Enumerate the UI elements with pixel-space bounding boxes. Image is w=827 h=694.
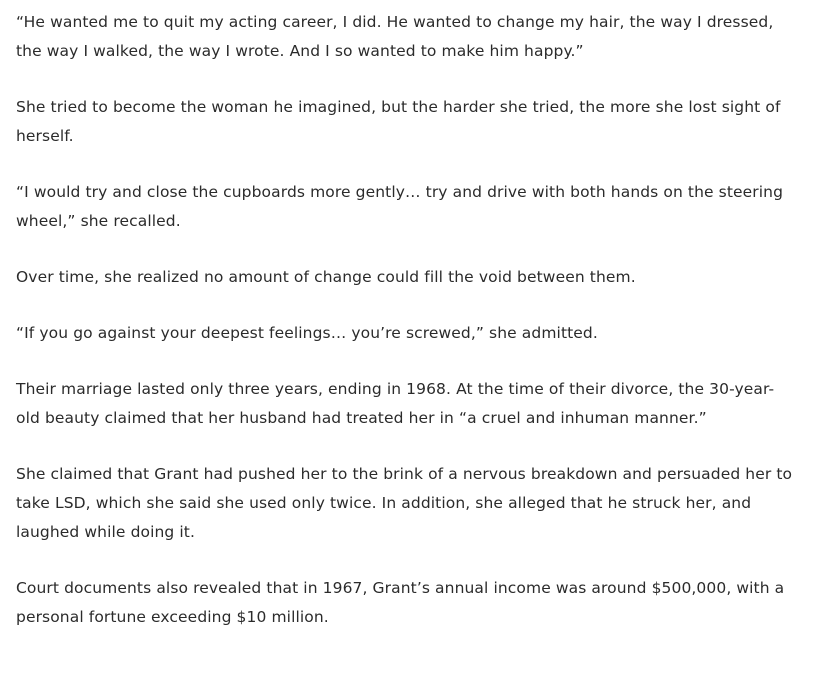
article-paragraph: “I would try and close the cupboards more gently… try and drive with both hands on the steering wheel,” she recalled.	[16, 183, 784, 230]
article-paragraph: “He wanted me to quit my acting career, I did. He wanted to change my hair, the way I dressed, the way I walked, the way I wrote. And I so wanted to make him happy.”	[16, 13, 774, 60]
article-paragraph: She tried to become the woman he imagined, but the harder she tried, the more she lost sight of herself.	[16, 98, 781, 145]
article-paragraph: Over time, she realized no amount of change could fill the void between them.	[16, 268, 636, 286]
article-paragraph: “If you go against your deepest feelings… you’re screwed,” she admitted.	[16, 324, 598, 342]
article-paragraph: Their marriage lasted only three years, ending in 1968. At the time of their divorce, the 30-year-old beauty claimed that her husband had treated her in “a cruel and inhuman manner.”	[16, 380, 775, 427]
article-paragraph: Court documents also revealed that in 1967, Grant’s annual income was around $500,000, with a personal fortune exceeding $10 million.	[16, 579, 785, 626]
article-paragraph: She claimed that Grant had pushed her to the brink of a nervous breakdown and persuaded her to take LSD, which she said she used only twice. In addition, she alleged that he struck her, and laughed while doing it.	[16, 465, 793, 541]
